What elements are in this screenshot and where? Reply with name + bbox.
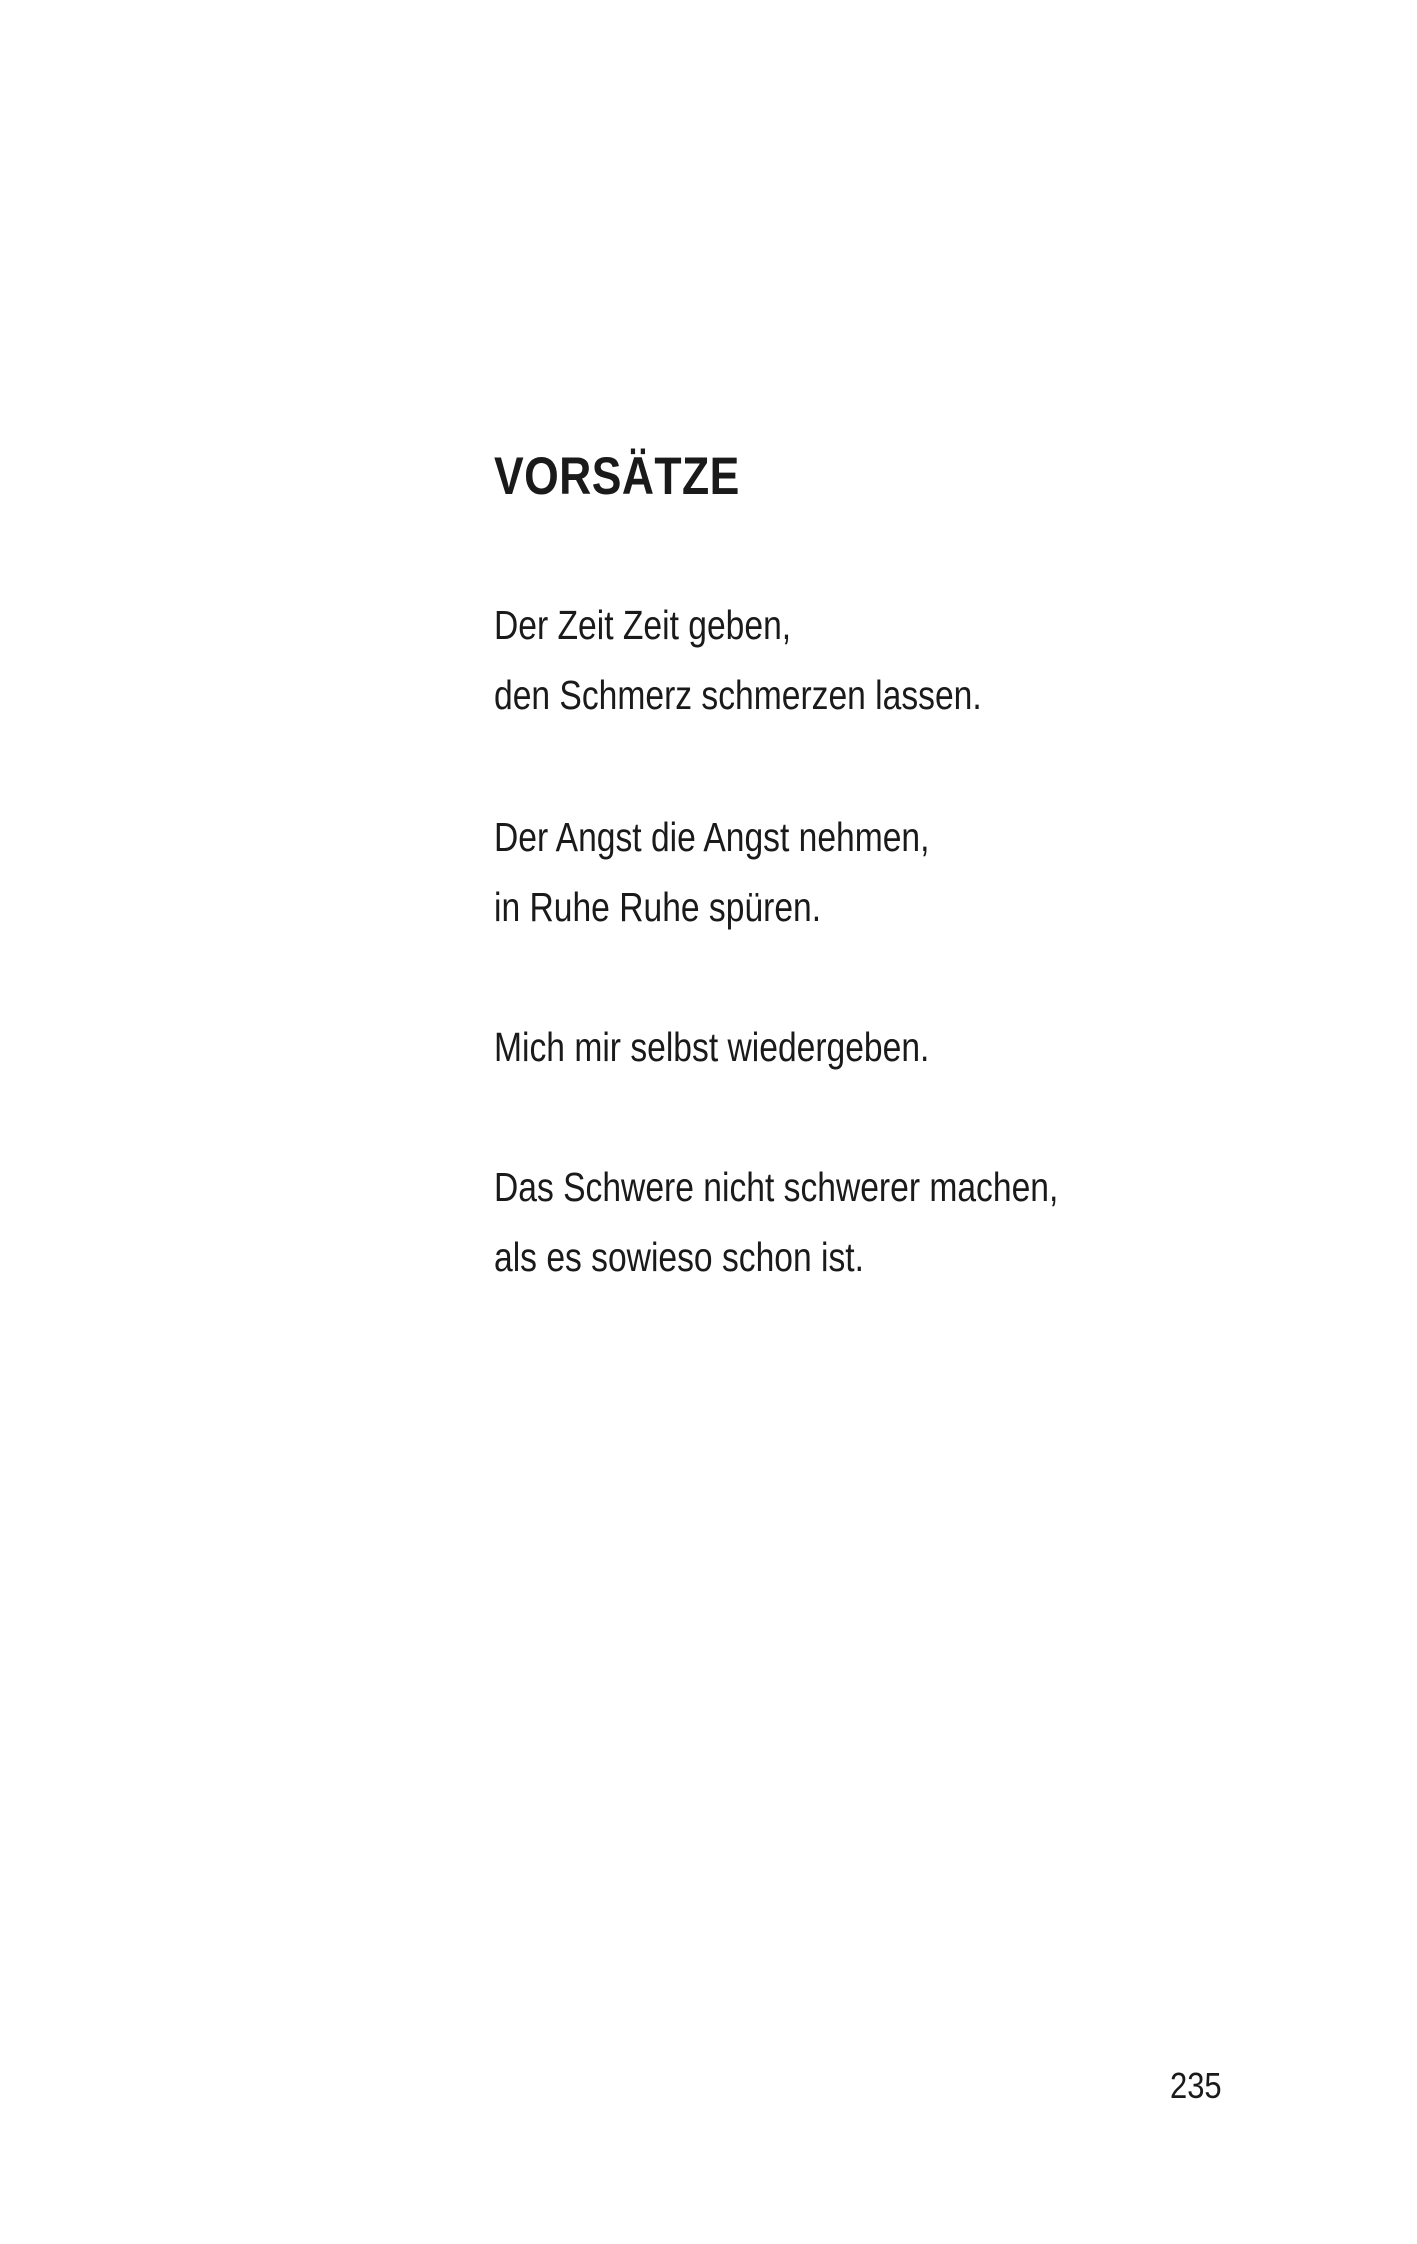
stanza (494, 802, 1025, 942)
poem-line: Mich mir selbst wiedergeben. (494, 1024, 930, 1070)
page-number: 235 (1170, 2065, 1222, 2106)
poem-line: als es sowieso schon ist. (494, 1234, 864, 1280)
stanza (494, 590, 1089, 730)
poem-title: VORSÄTZE (494, 447, 740, 506)
poem-line: Der Zeit Zeit geben, (494, 602, 792, 648)
stanza (494, 1012, 1025, 1082)
poem (494, 440, 1194, 1280)
poem-line: den Schmerz schmerzen lassen. (494, 672, 982, 718)
poem-line: Das Schwere nicht schwerer machen, (494, 1164, 1059, 1210)
poem-line: in Ruhe Ruhe spüren. (494, 884, 822, 930)
stanza (494, 1152, 1182, 1292)
poem-line: Der Angst die Angst nehmen, (494, 814, 930, 860)
